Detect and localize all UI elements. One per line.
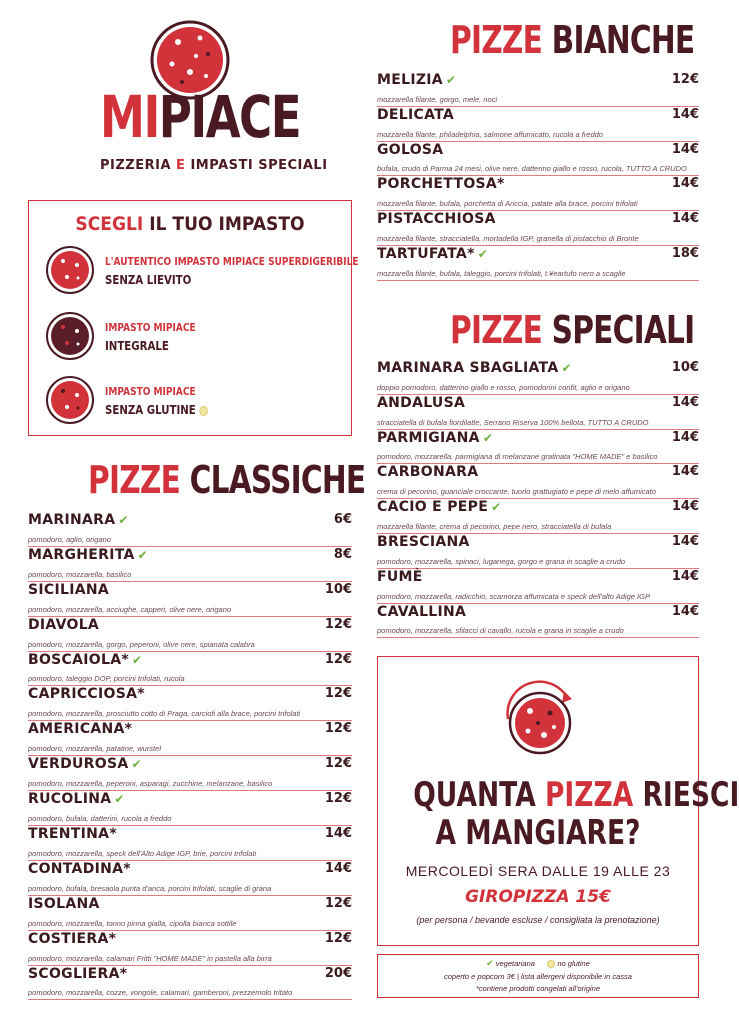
pizza-price: 12€ xyxy=(671,72,699,87)
menu-item xyxy=(28,547,352,582)
giro-note: (per persona / bevande escluse / consigliata la prenotazione) xyxy=(416,915,660,925)
pizza-name: SICILIANA xyxy=(28,581,109,598)
legend-cover: coperto e popcorn 3€ | lista allergeni disponibile in cassa xyxy=(444,972,632,981)
classiche-title: PIZZE CLASSICHE xyxy=(88,458,366,502)
pizza-ingredients: mozzarella filante, crema di pecorino, pepe nero, stracciatella di bufala xyxy=(377,521,612,531)
menu-item xyxy=(28,582,352,617)
pizza-price: 12€ xyxy=(324,721,352,737)
menu-item xyxy=(377,569,699,604)
pizza-ingredients: pomodoro, mozzarella, acciughe, capperi, olive nere, origano xyxy=(28,604,232,614)
pizza-name: CACIO E PEPE ✔ xyxy=(377,499,502,516)
menu-item xyxy=(377,534,699,569)
pizza-name: CAVALLINA xyxy=(377,603,467,620)
pizza-ingredients: pomodoro, mozzarella, spinaci, luganega, gorgo e grana in scaglie a crudo xyxy=(377,556,626,566)
leaf-icon: ✔ xyxy=(486,958,494,968)
pizza-icon xyxy=(45,375,95,425)
leaf-icon: ✔ xyxy=(137,547,148,562)
menu-item xyxy=(28,721,352,756)
pizza-name: CAPRICCIOSA* xyxy=(28,686,145,703)
pizza-name: TRENTINA* xyxy=(28,826,117,843)
menu-item xyxy=(28,791,352,826)
pizza-name: COSTIERA* xyxy=(28,930,117,947)
menu-item xyxy=(377,499,699,534)
menu-item xyxy=(377,107,699,142)
pizza-name: BOSCAIOLA* ✔ xyxy=(28,651,143,668)
leaf-icon: ✔ xyxy=(131,757,142,772)
impasto-option: L'AUTENTICO IMPASTO MIPIACE SUPERDIGERIBILE SENZA LIEVITO xyxy=(45,245,345,297)
leaf-icon: ✔ xyxy=(491,500,502,515)
pizza-icon xyxy=(45,245,95,295)
leaf-icon: ✔ xyxy=(482,430,494,445)
pizza-name: ISOLANA xyxy=(28,895,100,912)
pizza-ingredients: pomodoro, bufala, datterini, rucola a freddo xyxy=(28,814,172,824)
impasto-option: IMPASTO MIPIACE INTEGRALE xyxy=(45,311,345,363)
gluten-free-icon xyxy=(547,960,555,968)
menu-item xyxy=(28,861,352,896)
pizza-price: 12€ xyxy=(324,930,352,946)
pizza-ingredients: pomodoro, mozzarella, radicchio, scamorza affumicata e speck dell'alto Adige IGP xyxy=(377,591,650,601)
leaf-icon: ✔ xyxy=(561,361,572,375)
pizza-ingredients: pomodoro, mozzarella, cozze, vongole, calamari, gamberoni, prezzemolo tritato xyxy=(28,988,293,998)
pizza-price: 6€ xyxy=(333,512,352,527)
pizza-ingredients: crema di pecorino, guanciale croccante, tuorlo grattugiato e pepe di melo affumicato xyxy=(377,487,656,497)
pizza-ingredients: mozzarella filante, gorgo, mele, noci xyxy=(377,94,498,104)
pizza-price: 14€ xyxy=(671,568,699,584)
menu-speciali xyxy=(377,360,699,638)
leaf-icon: ✔ xyxy=(131,652,143,667)
menu-item xyxy=(377,211,699,246)
pizza-price: 20€ xyxy=(324,965,352,981)
pizza-price: 8€ xyxy=(333,546,352,562)
menu-item xyxy=(28,686,352,721)
menu-classiche xyxy=(28,512,352,1000)
gluten-free-icon xyxy=(199,406,208,416)
pizza-price: 14€ xyxy=(671,106,699,122)
pizza-price: 10€ xyxy=(671,360,699,375)
menu-item xyxy=(377,176,699,211)
pizza-name: VERDUROSA ✔ xyxy=(28,756,142,773)
leaf-icon: ✔ xyxy=(445,73,457,87)
menu-item xyxy=(28,512,352,547)
menu-item xyxy=(28,896,352,931)
pizza-name: RUCOLINA ✔ xyxy=(28,791,125,808)
pizza-name: AMERICANA* xyxy=(28,721,133,738)
pizza-name: MARGHERITA ✔ xyxy=(28,546,148,563)
menu-item xyxy=(377,604,699,639)
menu-item xyxy=(28,966,352,1001)
pizza-name: PISTACCHIOSA xyxy=(377,211,496,228)
pizza-ingredients: pomodoro, aglio, origano xyxy=(28,534,111,544)
pizza-price: 12€ xyxy=(324,895,352,911)
giro-schedule: MERCOLEDÌ SERA DALLE 19 ALLE 23 xyxy=(405,863,671,879)
legend-icons: ✔ vegetariana no glutine xyxy=(486,958,590,968)
logo-wordmark: MIPIACE xyxy=(100,83,301,151)
menu-item xyxy=(377,464,699,499)
pizza-ingredients: pomodoro, mozzarella, sfilacci di cavallo, rucola e grana in scaglie a crudo xyxy=(377,626,624,636)
giro-headline-2: A MANGIARE? xyxy=(435,813,641,853)
pizza-icon xyxy=(45,311,95,361)
pizza-name: CARBONARA xyxy=(377,464,479,481)
pizza-name: MARINARA SBAGLIATA ✔ xyxy=(377,360,572,376)
pizza-price: 12€ xyxy=(324,791,352,807)
leaf-icon: ✔ xyxy=(118,513,129,527)
menu-item xyxy=(377,395,699,430)
pizza-name: MARINARA ✔ xyxy=(28,512,129,528)
pizza-price: 14€ xyxy=(671,533,699,549)
pizza-price: 18€ xyxy=(671,245,699,261)
pizza-ingredients: doppio pomodoro, datterino giallo e rosso, pomodorini confit, aglio e origano xyxy=(377,382,630,392)
pizza-name: ANDALUSA xyxy=(377,394,466,411)
pizza-price: 14€ xyxy=(671,464,699,480)
impasto-option: IMPASTO MIPIACE SENZA GLUTINE xyxy=(45,375,345,427)
pizza-ingredients: pomodoro, mozzarella, tonno pinna gialla, cipolla bianca sottile xyxy=(28,918,237,928)
pizza-ingredients: stracciatella di bufala fiordilatte, Serrano Riserva 100% bellota, TUTTO A CRUDO xyxy=(377,417,649,427)
pizza-name: GOLOSA xyxy=(377,141,444,158)
logo xyxy=(100,20,328,180)
pizza-ingredients: mozzarella filante, bufala, taleggio, porcini trifolati, t.¥eartufo nero a scaglie xyxy=(377,268,626,278)
pizza-ingredients: pomodoro, taleggio DOP, porcini trifolati, rucola xyxy=(28,674,185,684)
menu-item xyxy=(377,430,699,465)
giro-price: GIROPIZZA 15€ xyxy=(465,887,611,907)
menu-item xyxy=(28,652,352,687)
menu-item xyxy=(377,246,699,281)
pizza-name: MELIZIA ✔ xyxy=(377,72,457,88)
pizza-ingredients: pomodoro, mozzarella, basilico xyxy=(28,569,132,579)
menu-item xyxy=(377,360,699,395)
pizza-name: BRESCIANA xyxy=(377,533,470,550)
pizza-ingredients: pomodoro, mozzarella, gorgo, peperoni, olive nere, spianata calabra xyxy=(28,639,255,649)
pizza-name: FUMÈ xyxy=(377,568,423,585)
pizza-name: PARMIGIANA ✔ xyxy=(377,429,494,446)
pizza-ingredients: mozzarella filante, bufala, porchetta di Ariccia, patate alla brace, porcini trifolati xyxy=(377,199,638,209)
pizza-name: PORCHETTOSA* xyxy=(377,176,505,193)
pizza-price: 12€ xyxy=(324,686,352,702)
pizza-name: SCOGLIERA* xyxy=(28,965,128,982)
leaf-icon: ✔ xyxy=(477,246,489,261)
menu-item xyxy=(28,756,352,791)
pizza-price: 14€ xyxy=(671,141,699,157)
pizza-price: 12€ xyxy=(324,756,352,772)
pizza-price: 10€ xyxy=(324,581,352,597)
menu-item xyxy=(28,931,352,966)
pizza-price: 14€ xyxy=(671,603,699,619)
pizza-ingredients: mozzarella filante, stracciatella, mortadella IGP, granella di pistacchio di Bronte xyxy=(377,233,639,243)
impasto-box xyxy=(28,200,359,436)
pizza-name: DIAVOLA xyxy=(28,616,100,633)
leaf-icon: ✔ xyxy=(114,792,125,807)
pizza-price: 14€ xyxy=(671,176,699,192)
pizza-ingredients: pomodoro, mozzarella, prosciutto cotto di Praga, carciofi alla brace, porcini trifolati xyxy=(28,709,301,719)
giro-headline-1: QUANTA PIZZA RIESCI xyxy=(413,775,739,815)
impasto-title: SCEGLI IL TUO IMPASTO xyxy=(75,213,305,235)
pizza-icon xyxy=(498,677,582,761)
pizza-ingredients: mozzarella filante, philadelphia, salmone affumicato, rucola a freddo xyxy=(377,129,603,139)
menu-item xyxy=(28,617,352,652)
pizza-ingredients: pomodoro, mozzarella, speck dell'Alto Adige IGP, brie, porcini trifolati xyxy=(28,848,257,858)
pizza-price: 12€ xyxy=(324,616,352,632)
bianche-title: PIZZE BIANCHE xyxy=(450,18,695,62)
logo-subtitle: PIZZERIA E IMPASTI SPECIALI xyxy=(100,158,328,173)
pizza-price: 14€ xyxy=(324,826,352,842)
legend-frozen: *contiene prodotti congelati all'origine xyxy=(475,984,600,993)
pizza-ingredients: bufala, crudo di Parma 24 mesi, olive nere, datterino giallo e rosso, rucola, TUTTO A CRUDO xyxy=(377,164,687,174)
menu-item xyxy=(377,142,699,177)
pizza-price: 14€ xyxy=(324,860,352,876)
pizza-name: DELICATA xyxy=(377,106,455,123)
pizza-ingredients: pomodoro, mozzarella, parmigiana di melanzane gratinata "HOME MADE" e basilico xyxy=(377,452,658,462)
pizza-ingredients: pomodoro, bufala, bresaola punta d'anca, porcini trifolati, scaglie di grana xyxy=(28,883,272,893)
pizza-name: CONTADINA* xyxy=(28,860,131,877)
pizza-name: TARTUFATA* ✔ xyxy=(377,245,489,262)
pizza-ingredients: pomodoro, mozzarella, calamari Fritti "HOME MADE" in pastella alla birra xyxy=(28,953,272,963)
menu-bianche xyxy=(377,72,699,281)
pizza-ingredients: pomodoro, mozzarella, peperoni, asparagi, zucchine, melanzane, basilico xyxy=(28,779,273,789)
pizza-price: 14€ xyxy=(671,394,699,410)
pizza-ingredients: pomodoro, mozzarella, patatine, wurstel xyxy=(28,744,161,754)
pizza-price: 14€ xyxy=(671,429,699,445)
legend-box xyxy=(377,954,699,998)
speciali-title: PIZZE SPECIALI xyxy=(450,308,695,352)
giropizza-box xyxy=(377,656,739,946)
pizza-price: 14€ xyxy=(671,211,699,227)
pizza-price: 12€ xyxy=(324,651,352,667)
menu-item xyxy=(28,826,352,861)
menu-item xyxy=(377,72,699,107)
pizza-price: 14€ xyxy=(671,499,699,515)
